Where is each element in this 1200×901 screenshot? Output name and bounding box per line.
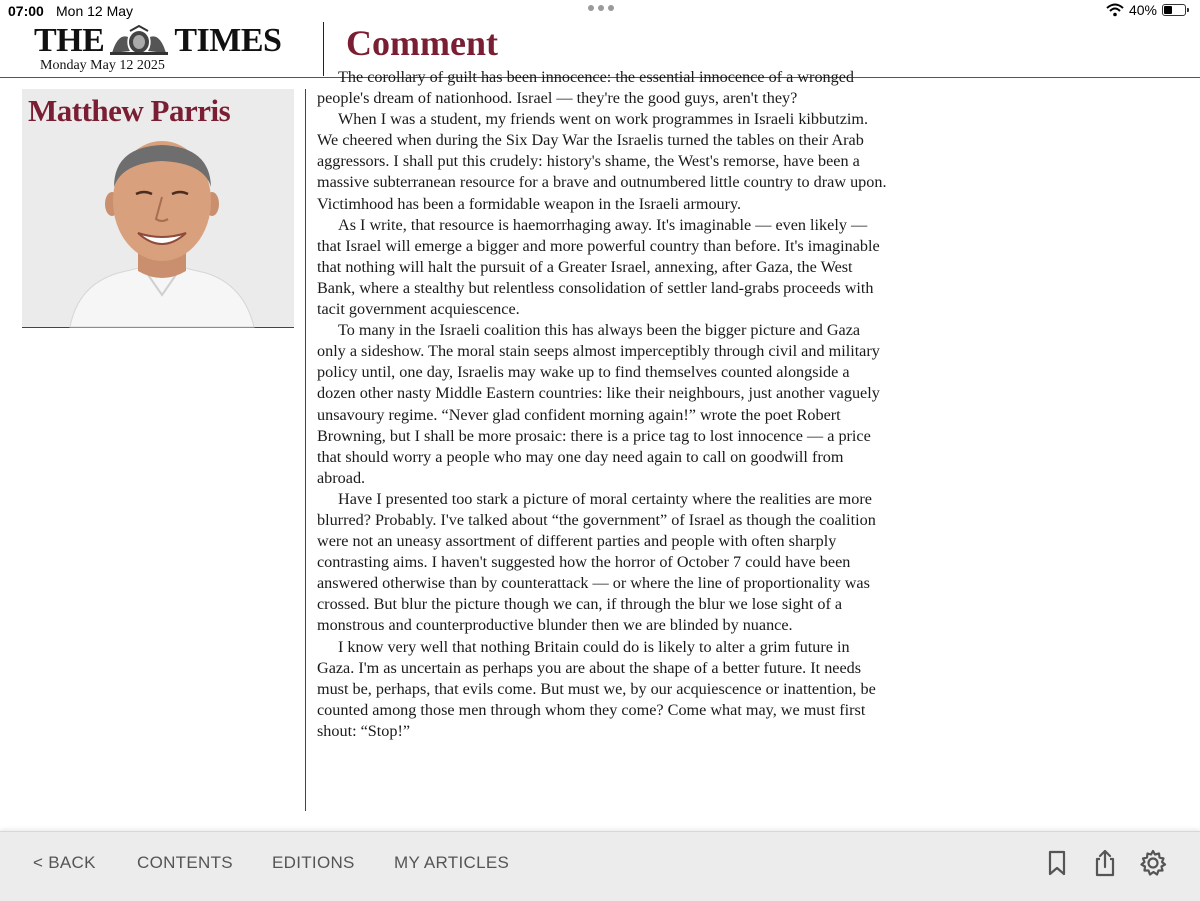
settings-icon[interactable] <box>1138 848 1168 878</box>
back-button[interactable]: < BACK <box>33 853 96 872</box>
editions-button[interactable]: EDITIONS <box>272 853 355 872</box>
status-time: 07:00 <box>8 3 44 19</box>
share-icon[interactable] <box>1090 848 1120 878</box>
article-paragraph: The corollary of guilt has been innocence: the essential innocence of a wronged people's dream of nationhood. Israel — they're the good guys, aren't they? <box>317 68 855 108</box>
status-indicators <box>1106 2 1186 18</box>
logo-word-times: TIMES <box>174 22 282 59</box>
column-rule <box>305 89 306 811</box>
author-name[interactable]: Matthew Parris <box>28 93 231 128</box>
battery-icon <box>1162 4 1186 16</box>
bottom-toolbar <box>0 831 1200 901</box>
times-logo[interactable] <box>34 22 281 60</box>
publication-date: Monday May 12 2025 <box>40 58 165 73</box>
royal-crest-icon <box>108 25 170 57</box>
contents-button[interactable]: CONTENTS <box>137 853 233 872</box>
status-date: Mon 12 May <box>56 3 134 19</box>
section-title: Comment <box>346 23 498 63</box>
multitasking-dots-icon[interactable] <box>588 5 614 11</box>
logo-word-the: THE <box>34 22 105 59</box>
article-body <box>317 68 887 818</box>
bookmark-icon[interactable] <box>1042 848 1072 878</box>
author-card <box>22 89 294 328</box>
article-paragraph: To many in the Israeli coalition this has always been the bigger picture and Gaza only a sideshow. The moral stain seeps almost imperceptibly through civil and military policy until, one day, Israelis may wake up to find themselves counted alongside a dozen other nasty Middle Eastern countries: like their neighbours, just another vaguely unsavoury regime. “Never glad confident morning again!” wrote the poet Robert Browning, but I shall be more prosaic: there is a price tag to lost innocence — a price that should worry a people who may one day need again to call on goodwill from abroad. <box>317 321 880 487</box>
my-articles-button[interactable]: MY ARTICLES <box>394 853 510 872</box>
article-paragraph: As I write, that resource is haemorrhaging away. It's imaginable — even likely — that Israel will emerge a bigger and more powerful country than before. It's imaginable that nothing will halt the pursuit of a Greater Israel, annexing, after Gaza, the West Bank, where a stealthy but relentless consolidation of settler land-grabs proceeds with tacit government acquiescence. <box>317 215 880 319</box>
article-paragraph: Have I presented too stark a picture of moral certainty where the realities are more blurred? Probably. I've talked about “the government” of Israel as though the coalition were not an uneasy assortment of different parties and people with often sharply contrasting aims. I haven't suggested how the horror of October 7 could have been answered otherwise than by counterattack — or where the line of proportionality was crossed. But blur the picture though we can, if through the blur we lose sight of a monstrous and counterproductive blunder then we are blinded by nuance. <box>317 489 876 635</box>
status-bar <box>0 0 1200 22</box>
wifi-icon <box>1106 3 1124 17</box>
article-paragraph: I know very well that nothing Britain could do is likely to alter a grim future in Gaza. I'm as uncertain as perhaps you are about the shape of a better future. It needs must be, perhaps, that evils come. But must we, by our acquiescence or inattention, be counted among those men through whom they come? Come what may, we must first shout: “Stop!” <box>317 637 876 740</box>
article-paragraph: When I was a student, my friends went on work programmes in Israeli kibbutzim. We cheered when during the Six Day War the Israelis turned the tables on their Arab aggressors. I shall put this crudely: history's shame, the West's remorse, have been a massive subterranean resource for a brave and outnumbered little country to draw upon. Victimhood has been a formidable weapon in the Israeli armoury. <box>317 110 887 213</box>
battery-percent: 40% <box>1128 2 1157 18</box>
